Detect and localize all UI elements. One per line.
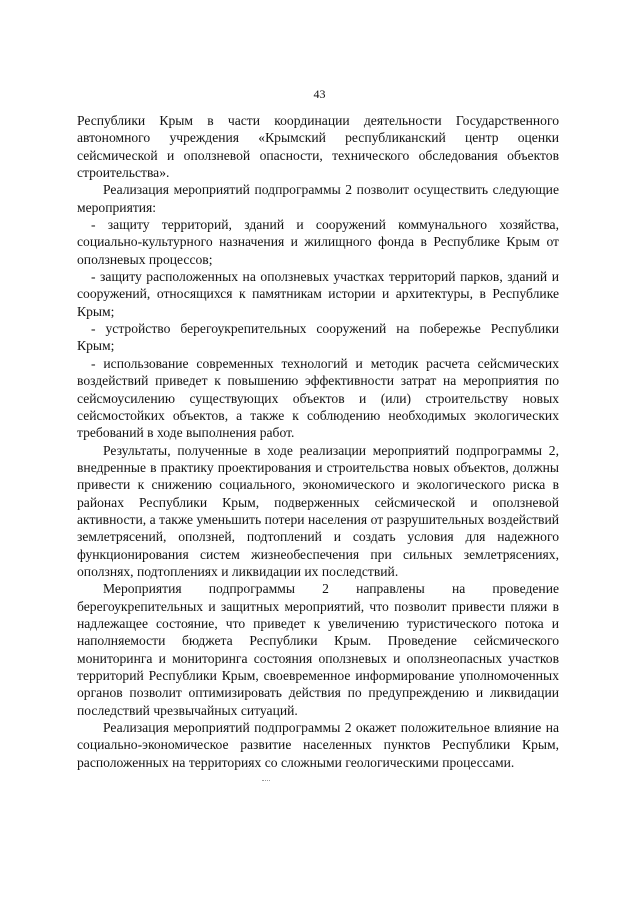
scan-artifact <box>262 780 270 782</box>
page-number: 43 <box>313 87 326 101</box>
paragraph-results: Результаты, полученные в ходе реализации мероприятий подпрограммы 2, внедренные в практику проектирования и строительства новых объектов, должны привести к снижению социального, экономического и экологического риска в районах Республики Крым, подверженных сейсмической и оползневой активности, а также уменьшить потери населения от разрушительных воздействий землетрясений, оползней, подтоплений и создать условия для надежного функционирования систем жизнеобеспечения при сильных землетрясениях, оползнях, подтоплениях и ликвидации их последствий. <box>77 442 559 579</box>
list-item: - защиту расположенных на оползневых участках территорий парков, зданий и сооружений, относящихся к памятникам истории и архитектуры, в Республике Крым; <box>77 269 559 319</box>
paragraph-continuation: Республики Крым в части координации деятельности Государственного автономного учреждения «Крымский республиканский центр оценки сейсмической и оползневой опасности, технического обследования объектов строительства». <box>77 113 559 181</box>
list-item: - устройство берегоукрепительных сооружений на побережье Республики Крым; <box>77 321 559 354</box>
list-item: - защиту территорий, зданий и сооружений коммунального хозяйства, социально-культурного назначения и жилищного фонда в Республике Крым от оползневых процессов; <box>77 217 559 267</box>
paragraph-impact: Реализация мероприятий подпрограммы 2 окажет положительное влияние на социально-экономическое развитие населенных пунктов Республики Крым, расположенных на территориях со сложными геологическими процессами. <box>77 720 559 770</box>
paragraph-intro: Реализация мероприятий подпрограммы 2 позволит осуществить следующие мероприятия: <box>77 182 559 215</box>
paragraph-measures: Мероприятия подпрограммы 2 направлены на проведение берегоукрепительных и защитных мероприятий, что позволит привести пляжи в надлежащее состояние, что приведет к увеличению туристического потока и наполняемости бюджета Республики Крым. Проведение сейсмического мониторинга и мониторинга состояния оползневых и оползнеопасных участков территорий Республики Крым, своевременное информирование уполномоченных органов позволит оптимизировать действия по предупреждению и ликвидации последствий чрезвычайных ситуаций. <box>77 581 559 718</box>
document-body <box>77 112 559 771</box>
list-item: - использование современных технологий и методик расчета сейсмических воздействий приведет к повышению эффективности затрат на мероприятия по сейсмоусилению существующих объектов и (или) строительству новых сейсмостойких объектов, а также к соблюдению необходимых экологических требований в ходе выполнения работ. <box>77 355 559 441</box>
